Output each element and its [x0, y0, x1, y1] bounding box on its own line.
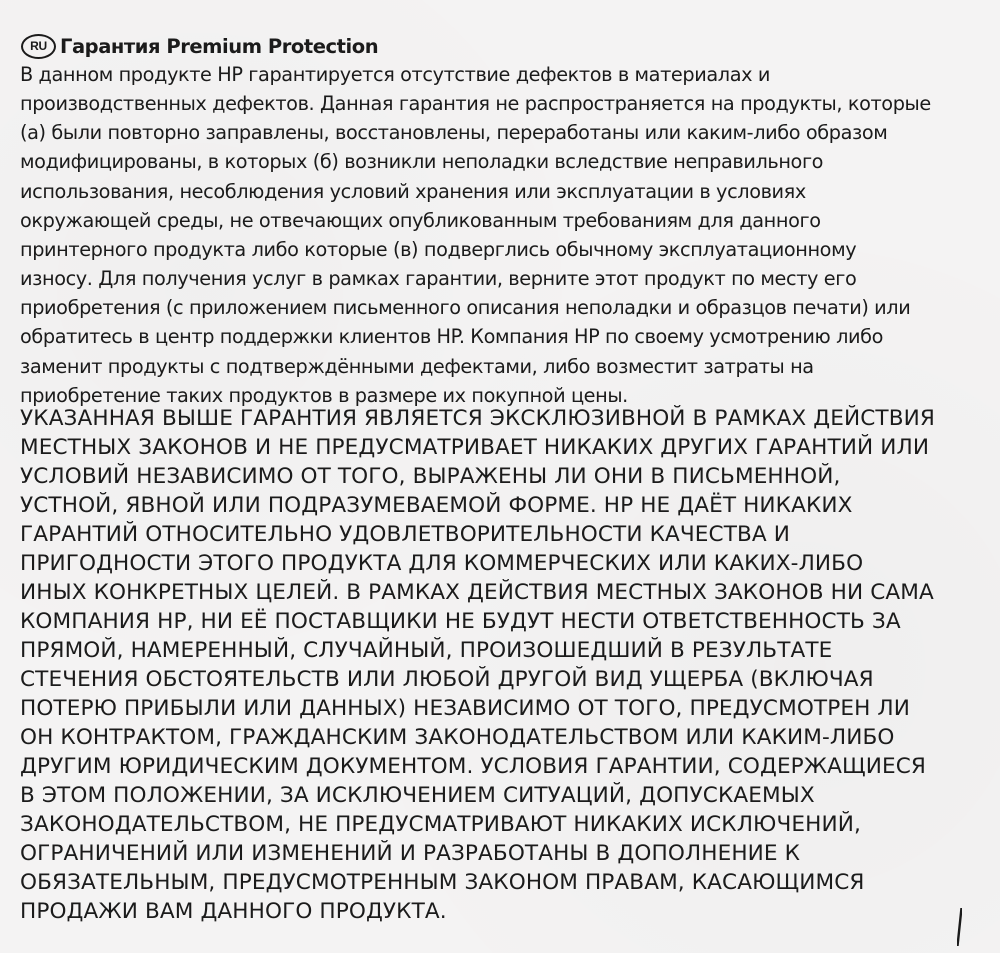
warranty-title: Гарантия Premium Protection [60, 34, 379, 58]
disclaimer-line: УСТНОЙ, ЯВНОЙ ИЛИ ПОДРАЗУМЕВАЕМОЙ ФОРМЕ. HP НЕ ДАЁТ НИКАКИХ [20, 493, 853, 518]
edge-stroke-mark [957, 908, 962, 946]
warranty-terms-line: заменит продукты с подтверждёнными дефектами, либо возместит затраты на [20, 354, 814, 378]
disclaimer-line: СТЕЧЕНИЯ ОБСТОЯТЕЛЬСТВ ИЛИ ЛЮБОЙ ДРУГОЙ ВИД УЩЕРБА (ВКЛЮЧАЯ [20, 667, 874, 692]
warranty-terms-line: приобретение таких продуктов в размере их покупной цены. [20, 383, 628, 407]
disclaimer-line: ГАРАНТИЙ ОТНОСИТЕЛЬНО УДОВЛЕТВОРИТЕЛЬНОСТИ КАЧЕСТВА И [20, 522, 790, 547]
disclaimer-line: ПРИГОДНОСТИ ЭТОГО ПРОДУКТА ДЛЯ КОММЕРЧЕСКИХ ИЛИ КАКИХ-ЛИБО [20, 551, 864, 576]
disclaimer-line: ДРУГИМ ЮРИДИЧЕСКИМ ДОКУМЕНТОМ. УСЛОВИЯ ГАРАНТИИ, СОДЕРЖАЩИЕСЯ [20, 754, 927, 779]
disclaimer-line: ОГРАНИЧЕНИЙ ИЛИ ИЗМЕНЕНИЙ И РАЗРАБОТАНЫ В ДОПОЛНЕНИЕ К [20, 841, 801, 866]
disclaimer-line: КОМПАНИЯ HP, НИ ЕЁ ПОСТАВЩИКИ НЕ БУДУТ НЕСТИ ОТВЕТСТВЕННОСТЬ ЗА [20, 609, 901, 634]
warranty-terms-line: принтерного продукта либо которые (в) подверглись обычному эксплуатационному [20, 237, 857, 261]
warranty-terms-line: приобретения (с приложением письменного описания неполадки и образцов печати) или [20, 296, 911, 320]
warranty-terms-line: производственных дефектов. Данная гарантия не распространяется на продукты, которые [20, 92, 931, 116]
warranty-terms-line: использования, несоблюдения условий хранения или эксплуатации в условиях [20, 179, 806, 203]
disclaimer-line: ПРОДАЖИ ВАМ ДАННОГО ПРОДУКТА. [20, 899, 447, 924]
disclaimer-line: ПОТЕРЮ ПРИБЫЛИ ИЛИ ДАННЫХ) НЕЗАВИСИМО ОТ ТОГО, ПРЕДУСМОТРЕН ЛИ [20, 696, 910, 721]
warranty-terms-line: (а) были повторно заправлены, восстановлены, переработаны или каким-либо образом [20, 121, 888, 145]
disclaimer-line: УСЛОВИЙ НЕЗАВИСИМО ОТ ТОГО, ВЫРАЖЕНЫ ЛИ ОНИ В ПИСЬМЕННОЙ, [20, 464, 841, 489]
warranty-terms-line: износу. Для получения услуг в рамках гарантии, верните этот продукт по месту его [20, 267, 857, 291]
disclaimer-line: ОБЯЗАТЕЛЬНЫМ, ПРЕДУСМОТРЕННЫМ ЗАКОНОМ ПРАВАМ, КАСАЮЩИМСЯ [20, 870, 865, 895]
warranty-terms-line: В данном продукте HP гарантируется отсутствие дефектов в материалах и [20, 63, 770, 86]
disclaimer-line: ОН КОНТРАКТОМ, ГРАЖДАНСКИМ ЗАКОНОДАТЕЛЬСТВОМ ИЛИ КАКИМ-ЛИБО [20, 725, 895, 750]
disclaimer-line: ИНЫХ КОНКРЕТНЫХ ЦЕЛЕЙ. В РАМКАХ ДЕЙСТВИЯ МЕСТНЫХ ЗАКОНОВ НИ САМА [20, 580, 934, 605]
disclaimer-line: ПРЯМОЙ, НАМЕРЕННЫЙ, СЛУЧАЙНЫЙ, ПРОИЗОШЕДШИЙ В РЕЗУЛЬТАТЕ [20, 638, 833, 663]
disclaimer-line: УКАЗАННАЯ ВЫШЕ ГАРАНТИЯ ЯВЛЯЕТСЯ ЭКСКЛЮЗИВНОЙ В РАМКАХ ДЕЙСТВИЯ [20, 406, 935, 431]
warranty-terms-line: модифицированы, в которых (б) возникли неполадки вследствие неправильного [20, 150, 824, 174]
warranty-heading [21, 29, 378, 63]
warranty-terms-line: обратитесь в центр поддержки клиентов HP. Компания HP по своему усмотрению либо [20, 325, 884, 349]
warranty-terms-line: окружающей среды, не отвечающих опубликованным требованиям для данного [20, 208, 821, 232]
disclaimer-line: МЕСТНЫХ ЗАКОНОВ И НЕ ПРЕДУСМАТРИВАЕТ НИКАКИХ ДРУГИХ ГАРАНТИЙ ИЛИ [20, 435, 930, 460]
language-badge: RU [21, 34, 56, 59]
disclaimer-line: ЗАКОНОДАТЕЛЬСТВОМ, НЕ ПРЕДУСМАТРИВАЮТ НИКАКИХ ИСКЛЮЧЕНИЙ, [20, 812, 861, 837]
disclaimer-line: В ЭТОМ ПОЛОЖЕНИИ, ЗА ИСКЛЮЧЕНИЕМ СИТУАЦИЙ, ДОПУСКАЕМЫХ [20, 783, 815, 808]
